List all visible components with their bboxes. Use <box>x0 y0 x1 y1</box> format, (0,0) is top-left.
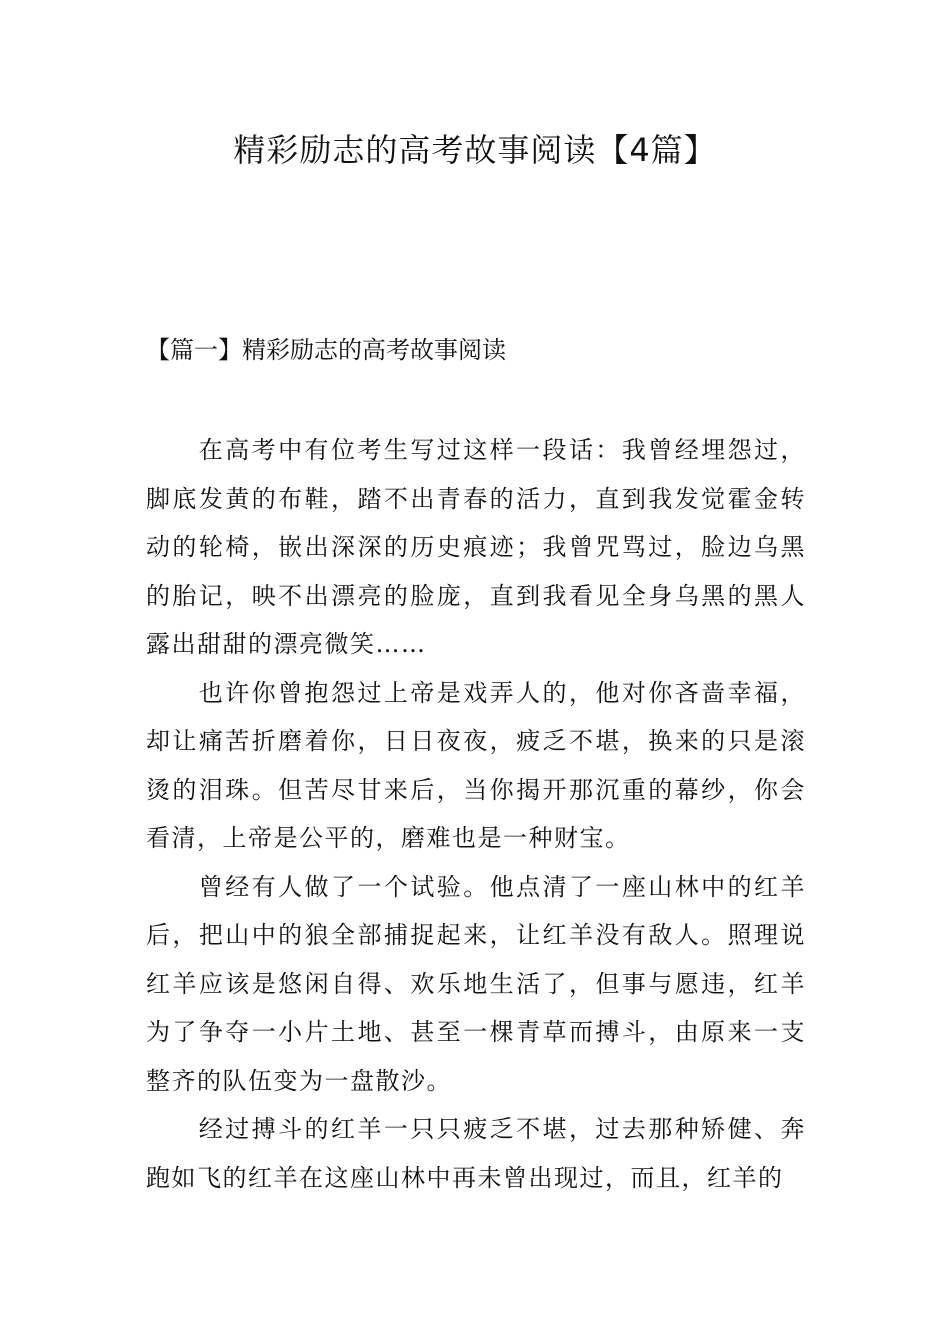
document-title: 精彩励志的高考故事阅读【4篇】 <box>233 131 717 169</box>
document-body <box>146 426 806 1202</box>
paragraph-3: 曾经有人做了一个试验。他点清了一座山林中的红羊后，把山中的狼全部捕捉起来，让红羊没有敌人。照理说红羊应该是悠闲自得、欢乐地生活了，但事与愿违，红羊为了争夺一小片土地、甚至一棵青草而搏斗，由原来一支整齐的队伍变为一盘散沙。 <box>146 872 806 1095</box>
paragraph-2: 也许你曾抱怨过上帝是戏弄人的，他对你吝啬幸福，却让痛苦折磨着你，日日夜夜，疲乏不堪，换来的只是滚烫的泪珠。但苦尽甘来后，当你揭开那沉重的幕纱，你会看清，上帝是公平的，磨难也是一种财宝。 <box>146 678 806 852</box>
paragraph-1: 在高考中有位考生写过这样一段话：我曾经埋怨过，脚底发黄的布鞋，踏不出青春的活力，直到我发觉霍金转动的轮椅，嵌出深深的历史痕迹；我曾咒骂过，脸边乌黑的胎记，映不出漂亮的脸庞，直到我看见全身乌黑的黑人露出甜甜的漂亮微笑…… <box>146 436 806 658</box>
section-heading: 【篇一】精彩励志的高考故事阅读 <box>146 336 506 364</box>
paragraph-4: 经过搏斗的红羊一只只疲乏不堪，过去那种矫健、奔跑如飞的红羊在这座山林中再未曾出现过，而且，红羊的 <box>146 1115 806 1192</box>
